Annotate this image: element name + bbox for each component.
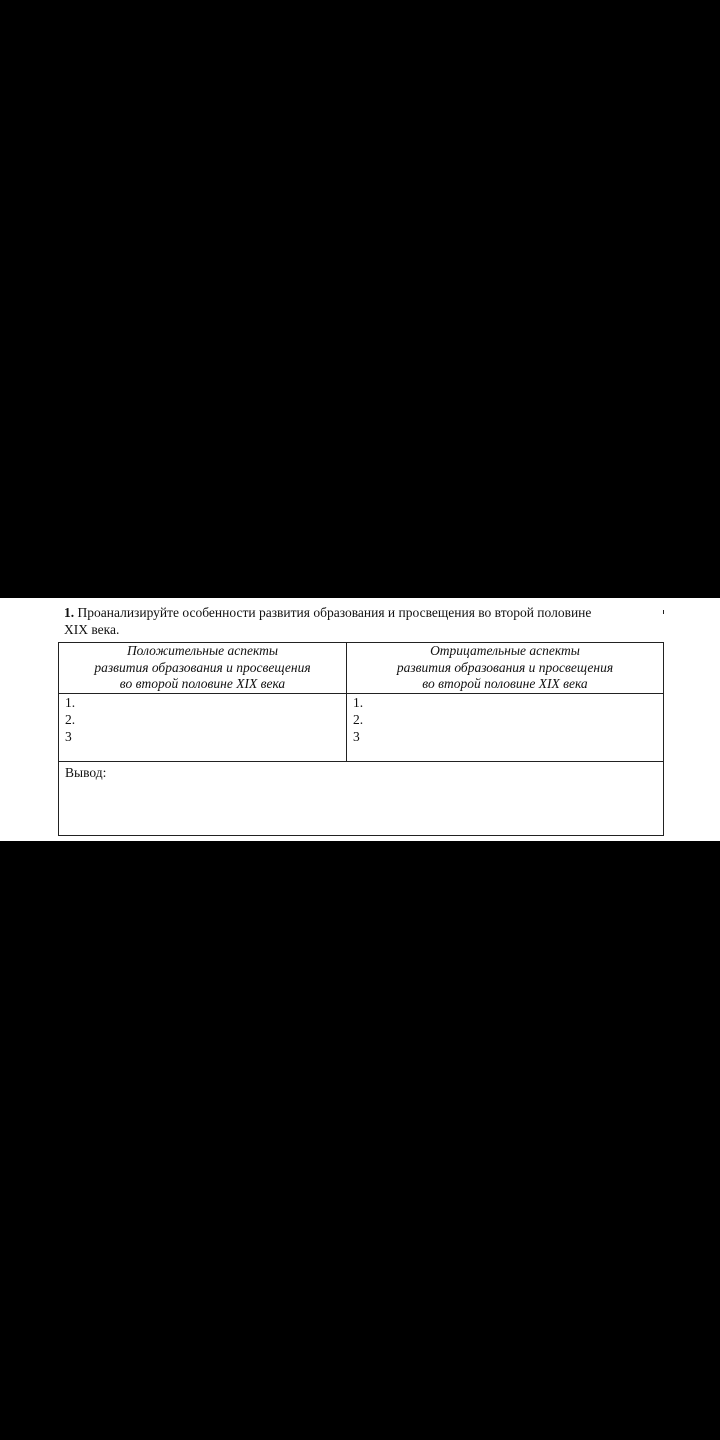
conclusion-cell[interactable] bbox=[59, 761, 664, 835]
positive-item-1: 1. bbox=[65, 694, 76, 710]
header-negative-line-1: Отрицательные аспекты bbox=[430, 643, 580, 658]
task-line-1 bbox=[64, 604, 674, 621]
positive-items-cell[interactable] bbox=[59, 693, 347, 761]
header-positive bbox=[59, 643, 347, 694]
negative-item-3: 3 bbox=[352, 728, 360, 744]
task-line-2: XIX века. bbox=[64, 622, 120, 637]
header-positive-line-1: Положительные аспекты bbox=[126, 643, 279, 658]
negative-items-cell[interactable] bbox=[346, 693, 663, 761]
task-number: 1. bbox=[64, 605, 75, 620]
header-positive-line-2: развития образования и просвещения bbox=[94, 659, 311, 675]
task-question: Проанализируйте особенности развития образования и просвещения во второй половине bbox=[77, 605, 592, 620]
negative-item-2: 2. bbox=[352, 711, 364, 727]
document-sheet bbox=[0, 598, 720, 841]
negative-item-1: 1. bbox=[352, 694, 364, 710]
task-text bbox=[64, 604, 674, 638]
header-negative-line-2: развития образования и просвещения bbox=[396, 659, 614, 675]
header-negative bbox=[346, 643, 663, 694]
table-conclusion-row bbox=[59, 761, 664, 835]
table-edge-mark bbox=[663, 610, 664, 614]
conclusion-label: Вывод: bbox=[65, 764, 107, 780]
positive-item-3: 3 bbox=[65, 728, 72, 744]
header-positive-line-3: во второй половине XIX века bbox=[119, 676, 286, 691]
positive-item-2: 2. bbox=[65, 711, 76, 727]
table-items-row bbox=[59, 693, 664, 761]
answer-table bbox=[58, 642, 664, 836]
table-header-row bbox=[59, 643, 664, 694]
header-negative-line-3: во второй половине XIX века bbox=[422, 676, 588, 691]
